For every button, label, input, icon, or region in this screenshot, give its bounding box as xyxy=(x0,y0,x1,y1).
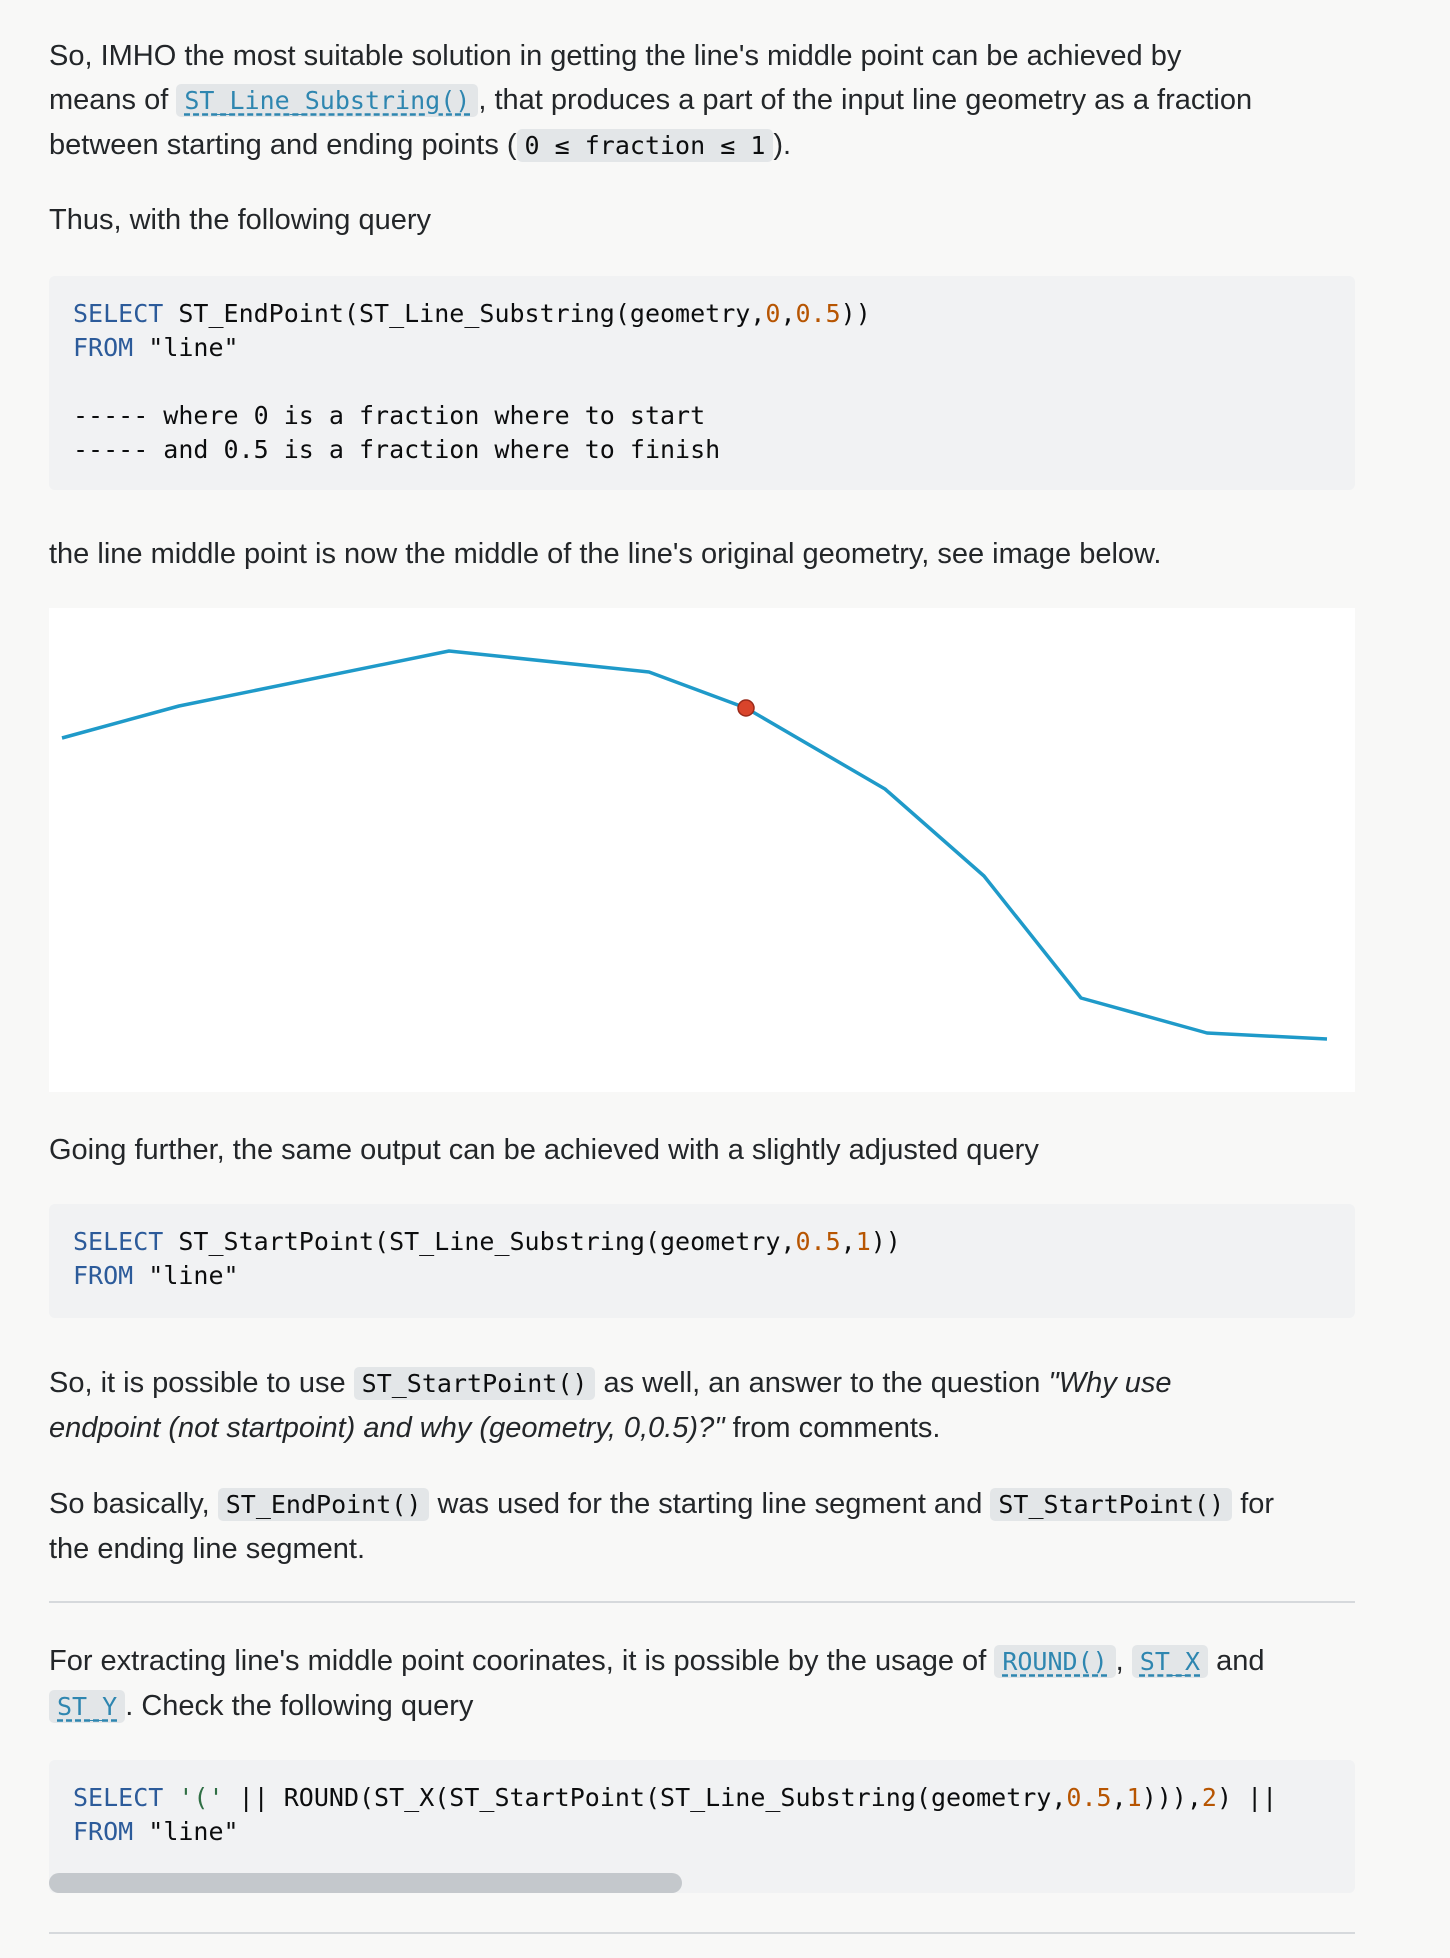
paragraph-coordinates xyxy=(49,1639,1369,1729)
text: from comments. xyxy=(724,1412,941,1444)
code-line: SELECT ST_StartPoint(ST_Line_Substring(geometry,0.5,1)) xyxy=(73,1227,901,1256)
divider xyxy=(49,1932,1355,1934)
paragraph-thus: Thus, with the following query xyxy=(49,204,432,236)
quote-text: endpoint (not startpoint) and why (geometry, 0,0.5)?" xyxy=(49,1412,725,1444)
inline-code-st-startpoint: ST_StartPoint() xyxy=(990,1488,1232,1521)
text: So, it is possible to use xyxy=(49,1367,354,1399)
text: between starting and ending points ( xyxy=(49,129,517,161)
text: means of xyxy=(49,84,177,116)
line-geometry xyxy=(62,651,1327,1039)
text: , that produces a part of the input line geometry as a fraction xyxy=(478,84,1253,116)
round-link[interactable]: ROUND() xyxy=(994,1645,1115,1678)
code-line: SELECT '(' || ROUND(ST_X(ST_StartPoint(ST_Line_Substring(geometry,0.5,1))),2) || xyxy=(73,1783,1278,1812)
text: , xyxy=(1115,1645,1132,1677)
quote-text: "Why use xyxy=(1048,1367,1172,1399)
text: and xyxy=(1208,1645,1265,1677)
horizontal-scrollbar-thumb[interactable] xyxy=(49,1873,682,1893)
text: So basically, xyxy=(49,1488,218,1520)
paragraph-startpoint-answer xyxy=(49,1361,1369,1450)
text: . Check the following query xyxy=(125,1690,474,1722)
code-line: FROM "line" xyxy=(73,333,239,362)
middle-point-marker xyxy=(738,700,754,716)
line-geometry-image xyxy=(49,608,1355,1092)
code-line: FROM "line" xyxy=(73,1817,239,1846)
inline-code-st-endpoint: ST_EndPoint() xyxy=(218,1488,430,1521)
divider xyxy=(49,1601,1355,1603)
st-y-link[interactable]: ST_Y xyxy=(49,1690,125,1723)
text: For extracting line's middle point coorinates, it is possible by the usage of xyxy=(49,1645,995,1677)
paragraph-basically xyxy=(49,1482,1369,1571)
code-block-endpoint[interactable] xyxy=(49,276,1355,490)
text: ). xyxy=(773,129,792,161)
st-line-substring-link[interactable]: ST_Line_Substring() xyxy=(176,84,478,117)
code-comment: ----- and 0.5 is a fraction where to finish xyxy=(73,435,721,464)
line-geometry-svg xyxy=(49,608,1355,1092)
code-comment: ----- where 0 is a fraction where to start xyxy=(73,401,706,430)
paragraph-going-further: Going further, the same output can be achieved with a slightly adjusted query xyxy=(49,1134,1039,1166)
text: So, IMHO the most suitable solution in getting the line's middle point can be achieved by xyxy=(49,40,1182,72)
code-line: SELECT ST_EndPoint(ST_Line_Substring(geometry,0,0.5)) xyxy=(73,299,871,328)
code-block-coordinates[interactable] xyxy=(49,1760,1355,1893)
code-line: FROM "line" xyxy=(73,1261,239,1290)
inline-code-st-startpoint: ST_StartPoint() xyxy=(354,1367,596,1400)
paragraph-intro xyxy=(49,34,1369,168)
code-block-startpoint[interactable] xyxy=(49,1204,1355,1318)
text: the ending line segment. xyxy=(49,1533,365,1565)
text: for xyxy=(1232,1488,1275,1520)
text: was used for the starting line segment and xyxy=(429,1488,991,1520)
st-x-link[interactable]: ST_X xyxy=(1132,1645,1208,1678)
text: as well, an answer to the question xyxy=(595,1367,1049,1399)
paragraph-middle-point: the line middle point is now the middle of the line's original geometry, see image below. xyxy=(49,538,1162,570)
inline-code-fraction: 0 ≤ fraction ≤ 1 xyxy=(517,129,774,162)
